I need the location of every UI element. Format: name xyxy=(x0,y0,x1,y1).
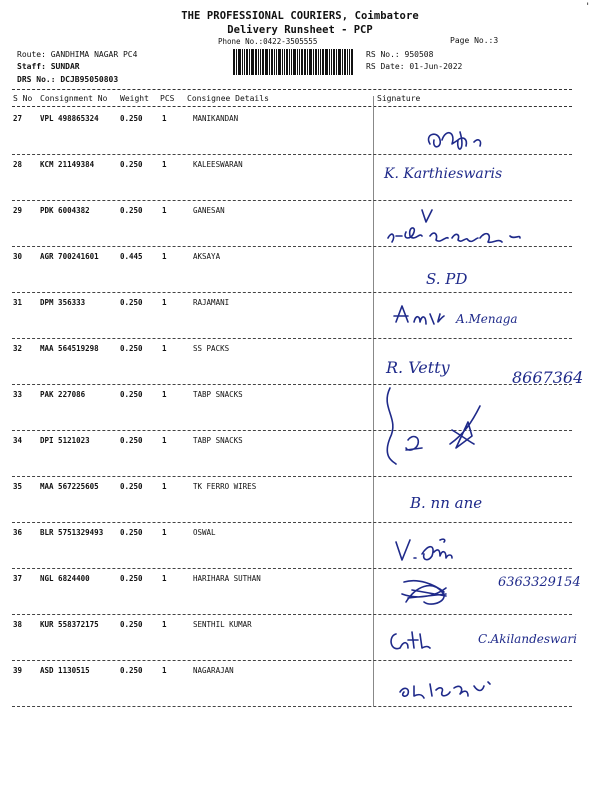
row-weight: 0.250 xyxy=(120,528,143,537)
barcode-bar xyxy=(320,49,321,75)
rs-date: RS Date: 01-Jun-2022 xyxy=(366,62,463,71)
barcode-bar xyxy=(301,49,303,75)
barcode-bar xyxy=(318,49,319,75)
col-pcs: PCS xyxy=(160,94,175,103)
col-signature: Signature xyxy=(377,94,421,103)
signature-senthil: C.Akilandeswari xyxy=(478,632,578,646)
row-weight: 0.250 xyxy=(120,574,143,583)
row-consignment-no: PDK 6004382 xyxy=(40,206,90,215)
signature-ganesan xyxy=(382,206,582,252)
row-consignment-no: BLR 5751329493 xyxy=(40,528,104,537)
rs-number: RS No.: 950508 xyxy=(366,50,434,59)
barcode-bar xyxy=(258,49,259,75)
row-consignment-no: DPI 5121023 xyxy=(40,436,90,445)
row-pcs: 1 xyxy=(162,206,167,215)
barcode-bar xyxy=(344,49,346,75)
row-weight: 0.250 xyxy=(120,436,143,445)
barcode-bar xyxy=(336,49,337,75)
route-label: Route: GANDHIMA NAGAR PC4 xyxy=(17,50,138,59)
row-weight: 0.250 xyxy=(120,160,143,169)
barcode-bar xyxy=(322,49,324,75)
barcode-bar xyxy=(274,49,275,75)
barcode-bar xyxy=(289,49,290,75)
signature-oswal xyxy=(382,534,472,568)
row-pcs: 1 xyxy=(162,528,167,537)
row-pcs: 1 xyxy=(162,390,167,399)
barcode-bar xyxy=(307,49,308,75)
barcode-bar xyxy=(351,49,353,75)
row-weight: 0.250 xyxy=(120,114,143,123)
staff-label: Staff: SUNDAR xyxy=(17,62,80,71)
page-number: Page No.:3 xyxy=(450,36,499,45)
row-sno: 33 xyxy=(13,390,23,399)
barcode-bar xyxy=(338,49,341,75)
table-row xyxy=(0,114,600,160)
row-consignee: TABP SNACKS xyxy=(193,390,243,399)
barcode-bar xyxy=(349,49,350,75)
signature-ss-packs-name: R. Vetty xyxy=(386,358,450,377)
row-divider xyxy=(12,338,572,339)
signature-tabp-snacks xyxy=(382,384,512,470)
row-pcs: 1 xyxy=(162,298,167,307)
runsheet-title: Delivery Runsheet - PCP xyxy=(227,24,373,36)
row-consignment-no: KCM 21149384 xyxy=(40,160,95,169)
row-consignment-no: KUR 558372175 xyxy=(40,620,99,629)
barcode-bar xyxy=(276,49,277,75)
row-consignment-no: MAA 564519298 xyxy=(40,344,99,353)
row-divider xyxy=(12,292,572,293)
row-consignee: KALEESWARAN xyxy=(193,160,243,169)
row-consignee: SS PACKS xyxy=(193,344,230,353)
row-pcs: 1 xyxy=(162,482,167,491)
signature-tk-ferro: B. nn ane xyxy=(410,494,483,512)
barcode-bar xyxy=(238,49,241,75)
row-pcs: 1 xyxy=(162,436,167,445)
barcode-bar xyxy=(313,49,314,75)
barcode-bar xyxy=(255,49,257,75)
row-divider xyxy=(12,660,572,661)
barcode-bar xyxy=(333,49,335,75)
row-sno: 36 xyxy=(13,528,23,537)
barcode-bar xyxy=(297,49,298,75)
row-consignment-no: NGL 6824400 xyxy=(40,574,90,583)
barcode-bar xyxy=(342,49,343,75)
barcode-bar xyxy=(236,49,237,75)
row-consignee: MANIKANDAN xyxy=(193,114,239,123)
row-consignee: SENTHIL KUMAR xyxy=(193,620,252,629)
row-consignee: RAJAMANI xyxy=(193,298,230,307)
barcode-bar xyxy=(242,49,243,75)
signature-harihara-scribble xyxy=(382,574,482,610)
signature-harihara-phone: 6363329154 xyxy=(498,575,581,590)
row-sno: 39 xyxy=(13,666,23,675)
header-rule-top xyxy=(12,89,572,90)
row-divider xyxy=(12,476,572,477)
row-consignment-no: AGR 700241601 xyxy=(40,252,99,261)
barcode-bar xyxy=(271,49,273,75)
row-divider xyxy=(12,200,572,201)
row-weight: 0.250 xyxy=(120,482,143,491)
barcode-bar xyxy=(246,49,248,75)
barcode-bar xyxy=(284,49,286,75)
row-sno: 38 xyxy=(13,620,23,629)
row-sno: 32 xyxy=(13,344,23,353)
row-pcs: 1 xyxy=(162,620,167,629)
barcode-bar xyxy=(347,49,348,75)
col-consignee: Consignee Details xyxy=(187,94,269,103)
barcode-bar xyxy=(260,49,261,75)
row-sno: 29 xyxy=(13,206,23,215)
signature-nagarajan xyxy=(382,674,512,704)
row-weight: 0.250 xyxy=(120,390,143,399)
row-consignment-no: ASD 1130515 xyxy=(40,666,90,675)
barcode-bar xyxy=(299,49,300,75)
table-row xyxy=(0,482,600,528)
row-weight: 0.250 xyxy=(120,666,143,675)
row-sno: 37 xyxy=(13,574,23,583)
row-divider xyxy=(12,614,572,615)
signature-rajamani-initials xyxy=(382,302,452,330)
drs-number: DRS No.: DCJB95050803 xyxy=(17,75,119,84)
barcode-bar xyxy=(265,49,268,75)
row-weight: 0.250 xyxy=(120,206,143,215)
barcode-bar xyxy=(282,49,283,75)
col-sno: S No xyxy=(13,94,33,103)
row-divider xyxy=(12,706,572,707)
signature-rajamani: A.Menaga xyxy=(456,312,518,326)
barcode-bar xyxy=(233,49,235,75)
company-title: THE PROFESSIONAL COURIERS, Coimbatore xyxy=(181,10,419,22)
row-pcs: 1 xyxy=(162,114,167,123)
barcode-bar xyxy=(262,49,264,75)
barcode-bar xyxy=(291,49,292,75)
row-weight: 0.250 xyxy=(120,344,143,353)
table-row xyxy=(0,160,600,206)
row-pcs: 1 xyxy=(162,252,167,261)
table-row xyxy=(0,252,600,298)
row-weight: 0.250 xyxy=(120,298,143,307)
row-consignment-no: MAA 567225605 xyxy=(40,482,99,491)
row-pcs: 1 xyxy=(162,666,167,675)
row-consignee: NAGARAJAN xyxy=(193,666,234,675)
col-weight: Weight xyxy=(120,94,149,103)
row-pcs: 1 xyxy=(162,160,167,169)
row-consignee: GANESAN xyxy=(193,206,225,215)
barcode-bar xyxy=(293,49,296,75)
signature-aksaya: S. PD xyxy=(426,270,468,288)
row-sno: 34 xyxy=(13,436,23,445)
barcode-bar xyxy=(269,49,270,75)
row-sno: 27 xyxy=(13,114,23,123)
row-sno: 30 xyxy=(13,252,23,261)
barcode-bar xyxy=(331,49,332,75)
barcode-bar xyxy=(278,49,281,75)
row-sno: 35 xyxy=(13,482,23,491)
header-rule-bottom xyxy=(12,106,572,107)
row-divider xyxy=(12,522,572,523)
barcode-bar xyxy=(244,49,245,75)
row-weight: 0.250 xyxy=(120,620,143,629)
barcode-bar xyxy=(309,49,312,75)
row-sno: 28 xyxy=(13,160,23,169)
row-pcs: 1 xyxy=(162,574,167,583)
corner-tick: ' xyxy=(585,2,591,12)
barcode-bar xyxy=(286,49,288,75)
row-weight: 0.445 xyxy=(120,252,143,261)
barcode-bar xyxy=(304,49,306,75)
row-consignee: AKSAYA xyxy=(193,252,221,261)
row-consignee: TK FERRO WIRES xyxy=(193,482,257,491)
row-consignment-no: DPM 356333 xyxy=(40,298,86,307)
row-consignment-no: PAK 227086 xyxy=(40,390,86,399)
signature-kaleeswaran: K. Karthieswaris xyxy=(384,166,503,182)
signature-manikandan xyxy=(382,118,502,158)
barcode xyxy=(233,49,353,75)
row-consignee: HARIHARA SUTHAN xyxy=(193,574,261,583)
row-divider xyxy=(12,568,572,569)
barcode-bar xyxy=(251,49,254,75)
signature-ss-packs-phone: 8667364 xyxy=(512,368,584,387)
row-consignee: OSWAL xyxy=(193,528,216,537)
table-row xyxy=(0,528,600,574)
signature-senthil-initials xyxy=(382,626,442,656)
row-sno: 31 xyxy=(13,298,23,307)
barcode-bar xyxy=(325,49,328,75)
col-consignment: Consignment No xyxy=(40,94,108,103)
row-consignee: TABP SNACKS xyxy=(193,436,243,445)
barcode-bar xyxy=(315,49,317,75)
barcode-bar xyxy=(249,49,250,75)
barcode-bar xyxy=(329,49,330,75)
row-pcs: 1 xyxy=(162,344,167,353)
row-consignment-no: VPL 498865324 xyxy=(40,114,99,123)
phone-number: Phone No.:0422-3505555 xyxy=(218,37,318,46)
